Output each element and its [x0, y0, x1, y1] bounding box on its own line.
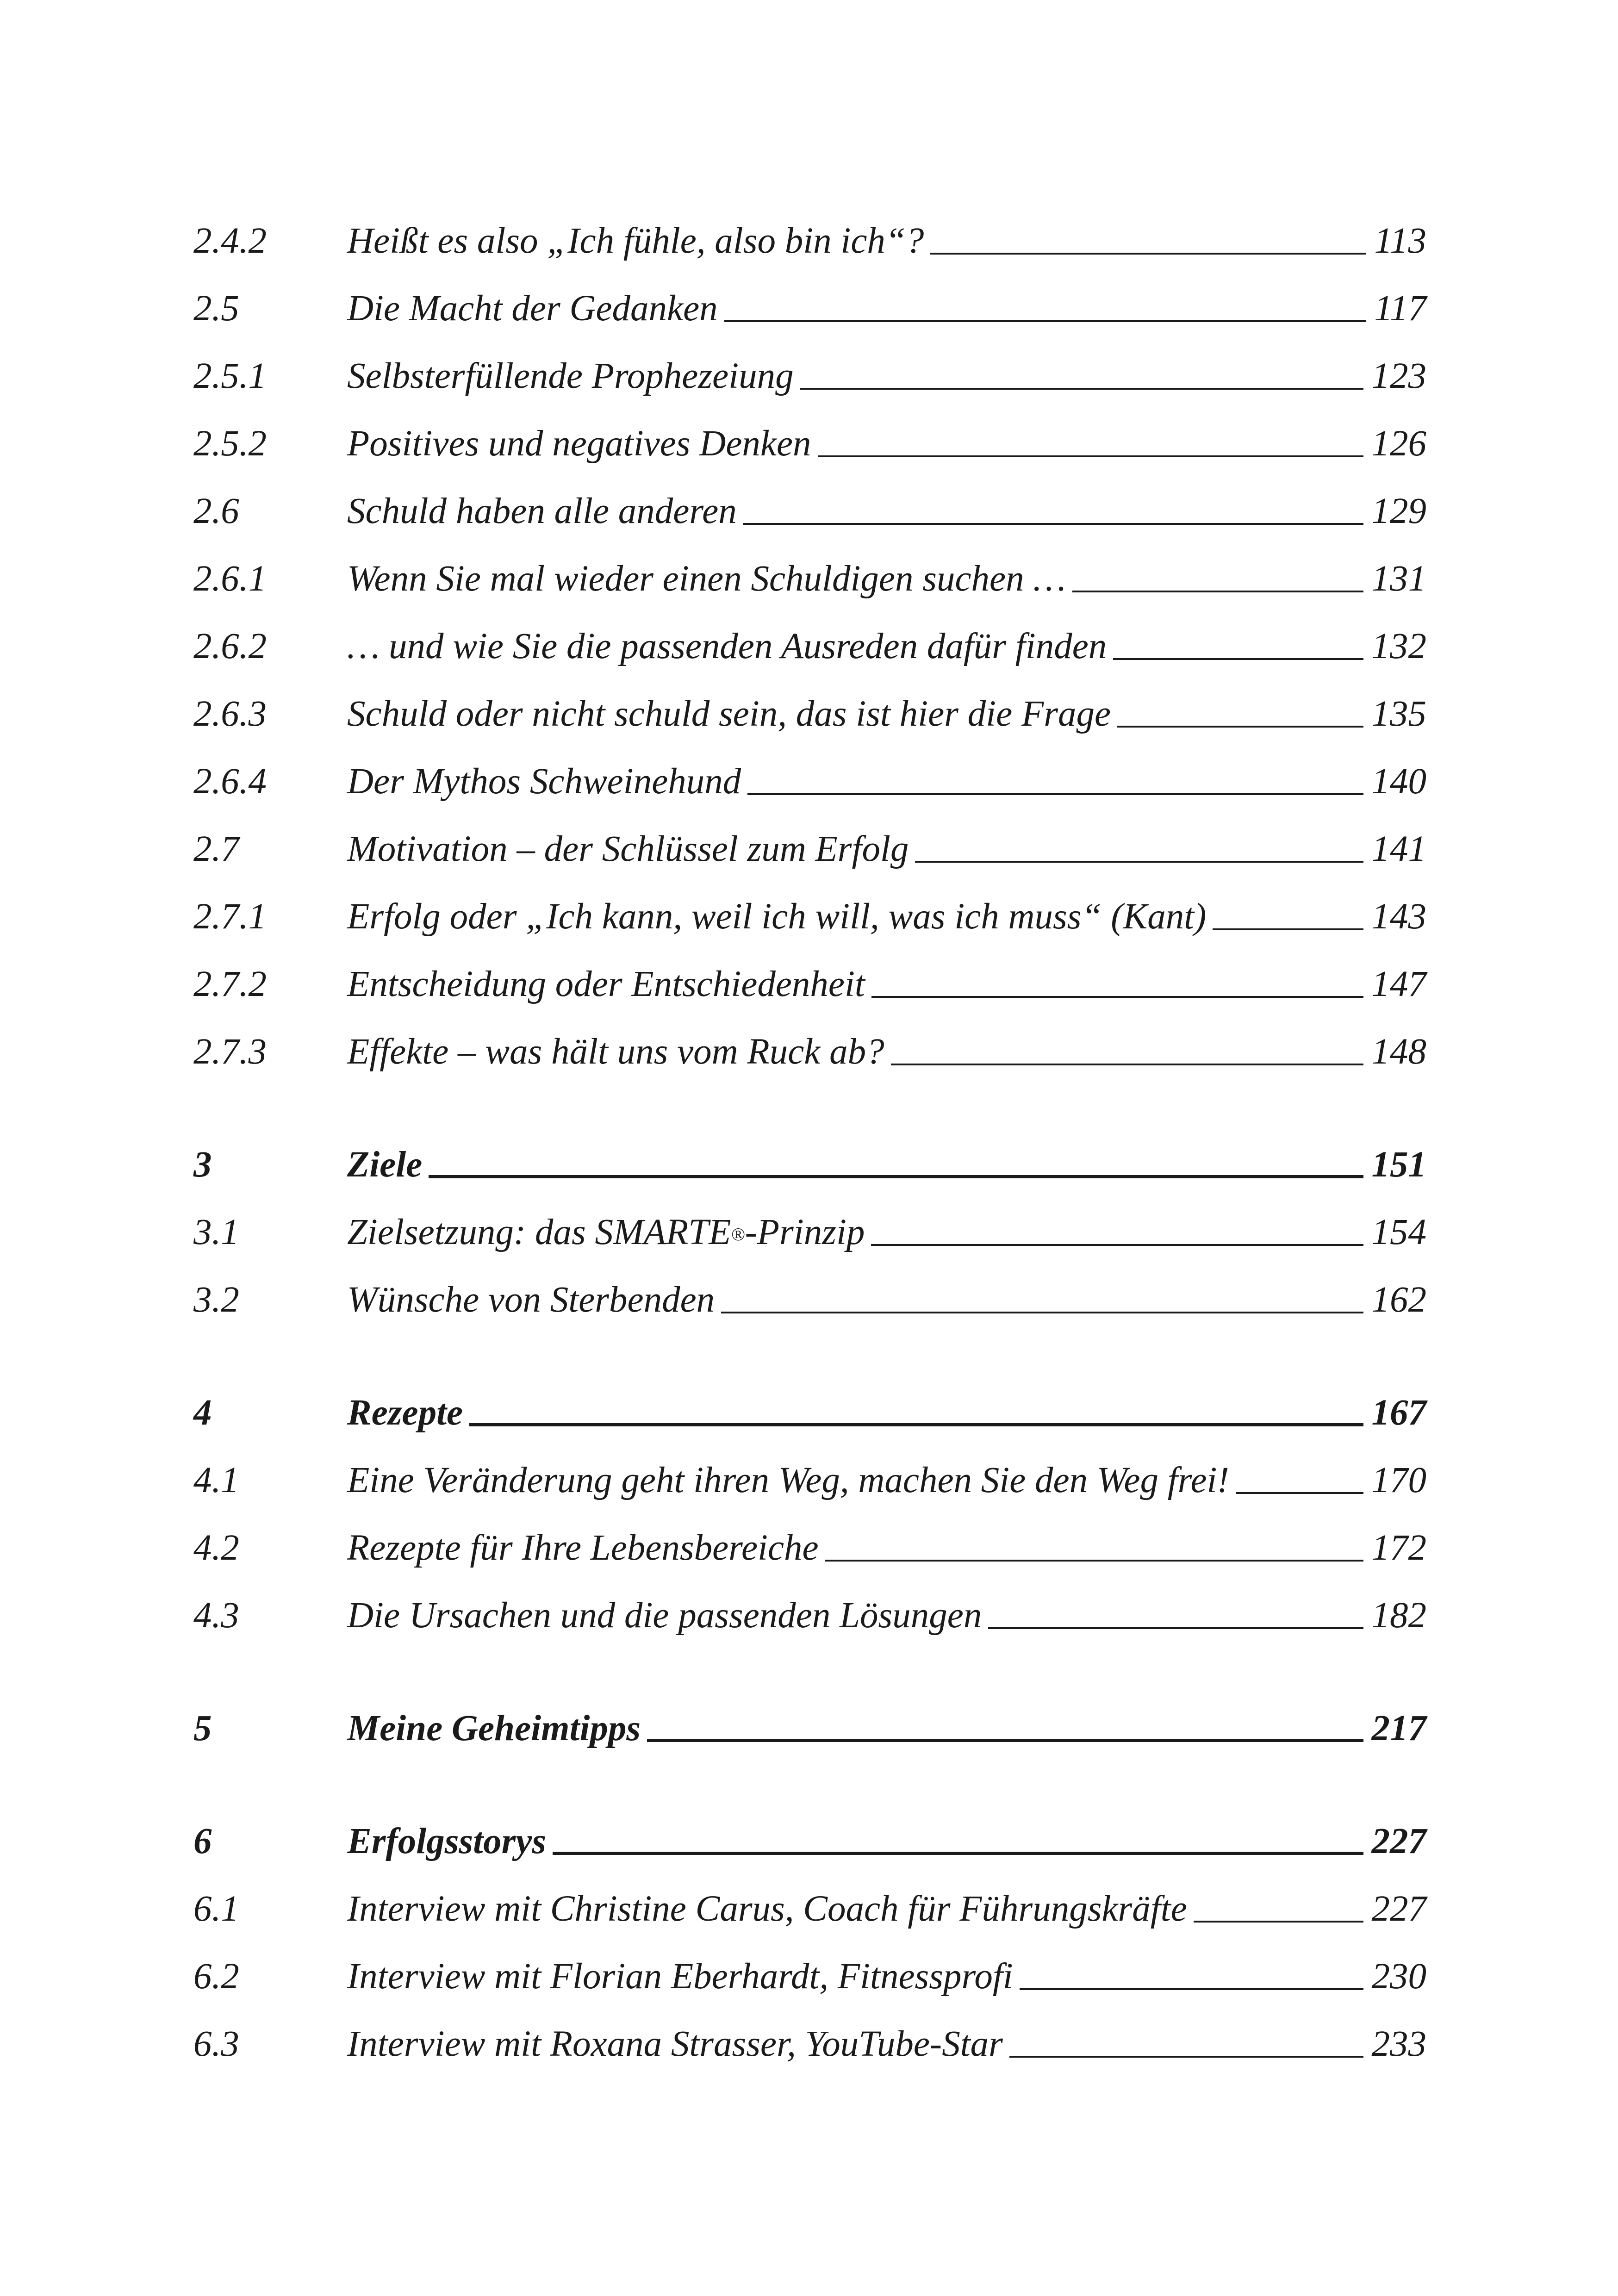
entry-title [347, 1199, 871, 1266]
entry-title: Der Mythos Schweinehund [347, 761, 741, 802]
chapter-number: 4 [193, 1393, 212, 1433]
chapter-page: 227 [1371, 1821, 1426, 1861]
entry-title: Entscheidung oder Entschiedenheit [347, 964, 865, 1004]
chapter-title: Erfolgsstorys [347, 1821, 547, 1861]
leader-line [1236, 1492, 1363, 1494]
entry-number: 2.5 [193, 288, 239, 329]
toc-entry [193, 2010, 1426, 2078]
entry-number: 2.7.2 [193, 964, 267, 1004]
toc-chapter-entry [193, 1808, 1426, 1875]
entry-page: 135 [1371, 694, 1426, 734]
chapter-title: Rezepte [347, 1393, 463, 1433]
leader-line [429, 1175, 1363, 1178]
leader-line [721, 1312, 1363, 1313]
entry-number: 4.2 [193, 1528, 239, 1568]
entry-page: 143 [1371, 896, 1426, 937]
leader-line [825, 1560, 1363, 1562]
chapter-page: 217 [1371, 1708, 1426, 1748]
entry-number: 2.6 [193, 491, 239, 531]
entry-number: 2.7.3 [193, 1032, 267, 1072]
entry-title: Motivation – der Schlüssel zum Erfolg [347, 829, 909, 869]
entry-page: 148 [1371, 1032, 1426, 1072]
leader-line [1194, 1921, 1363, 1923]
chapter-number: 6 [193, 1821, 212, 1861]
entry-page: 230 [1371, 1956, 1426, 1997]
toc-group-chapter-5 [193, 1695, 1426, 1762]
entry-title-text: Zielsetzung: das SMARTE [347, 1212, 731, 1252]
toc-entry [193, 883, 1426, 951]
leader-line [800, 388, 1363, 390]
toc-entry [193, 410, 1426, 478]
entry-number: 2.7.1 [193, 896, 267, 937]
entry-number: 3.1 [193, 1212, 239, 1252]
entry-title: Die Macht der Gedanken [347, 288, 718, 329]
entry-title: Interview mit Christine Carus, Coach für Führungskräfte [347, 1889, 1187, 1929]
entry-number: 2.5.2 [193, 423, 267, 464]
leader-line [1020, 1988, 1363, 1990]
entry-number: 3.2 [193, 1280, 239, 1320]
toc-entry [193, 1447, 1426, 1514]
leader-line [915, 861, 1363, 863]
leader-line [724, 320, 1366, 322]
entry-number: 2.7 [193, 829, 239, 869]
toc-chapter-entry [193, 1379, 1426, 1447]
entry-page: 170 [1371, 1460, 1426, 1500]
leader-line [743, 523, 1363, 525]
table-of-contents [193, 207, 1426, 2078]
entry-page: 113 [1374, 221, 1426, 261]
entry-page: 131 [1371, 559, 1426, 599]
entry-title: Effekte – was hält uns vom Ruck ab? [347, 1032, 884, 1072]
toc-entry [193, 1875, 1426, 1943]
entry-title: Interview mit Roxana Strasser, YouTube-Star [347, 2024, 1003, 2064]
toc-entry [193, 275, 1426, 342]
leader-line [747, 793, 1363, 795]
toc-group-chapter-6 [193, 1808, 1426, 2078]
entry-page: 117 [1374, 288, 1426, 329]
toc-entry [193, 207, 1426, 275]
leader-line [818, 455, 1363, 457]
entry-title: Die Ursachen und die passenden Lösungen [347, 1595, 982, 1636]
leader-line [1009, 2056, 1363, 2058]
entry-title-suffix: -Prinzip [745, 1212, 865, 1252]
toc-chapter-entry [193, 1131, 1426, 1199]
toc-entry [193, 748, 1426, 815]
leader-line [930, 253, 1366, 255]
toc-entry [193, 342, 1426, 410]
chapter-title: Ziele [347, 1145, 423, 1185]
entry-page: 140 [1371, 761, 1426, 802]
chapter-number: 5 [193, 1708, 212, 1748]
entry-title: Eine Veränderung geht ihren Weg, machen Sie den Weg frei! [347, 1460, 1229, 1500]
entry-page: 129 [1371, 491, 1426, 531]
entry-title: Schuld oder nicht schuld sein, das ist hier die Frage [347, 694, 1111, 734]
leader-line [1072, 591, 1363, 592]
toc-entry [193, 1266, 1426, 1334]
entry-number: 6.1 [193, 1889, 239, 1929]
entry-number: 4.3 [193, 1595, 239, 1636]
registered-mark: ® [731, 1224, 745, 1245]
entry-title: Interview mit Florian Eberhardt, Fitnessprofi [347, 1956, 1013, 1997]
toc-chapter-entry [193, 1695, 1426, 1762]
entry-page: 141 [1371, 829, 1426, 869]
leader-line [871, 996, 1363, 998]
toc-entry [193, 951, 1426, 1018]
entry-number: 6.3 [193, 2024, 239, 2064]
toc-entry [193, 1018, 1426, 1086]
entry-number: 6.2 [193, 1956, 239, 1997]
toc-entry [193, 613, 1426, 680]
leader-line [553, 1852, 1363, 1855]
entry-title: Erfolg oder „Ich kann, weil ich will, was ich muss“ (Kant) [347, 896, 1207, 937]
chapter-number: 3 [193, 1145, 212, 1185]
leader-line [469, 1423, 1363, 1426]
leader-line [871, 1244, 1363, 1246]
entry-title: Wünsche von Sterbenden [347, 1280, 715, 1320]
entry-title: Wenn Sie mal wieder einen Schuldigen suchen … [347, 559, 1066, 599]
entry-title: Heißt es also „Ich fühle, also bin ich“? [347, 221, 924, 261]
entry-title: Selbsterfüllende Prophezeiung [347, 356, 794, 396]
chapter-page: 151 [1371, 1145, 1426, 1185]
toc-entry [193, 815, 1426, 883]
toc-entry [193, 1199, 1426, 1266]
entry-number: 2.6.3 [193, 694, 267, 734]
toc-entry [193, 1582, 1426, 1649]
entry-title: Schuld haben alle anderen [347, 491, 737, 531]
toc-group-chapter-2 [193, 207, 1426, 1086]
leader-line [1113, 658, 1363, 660]
entry-page: 227 [1371, 1889, 1426, 1929]
toc-group-chapter-3 [193, 1131, 1426, 1334]
toc-entry [193, 1514, 1426, 1582]
entry-number: 4.1 [193, 1460, 239, 1500]
entry-number: 2.6.2 [193, 626, 267, 666]
leader-line [647, 1739, 1363, 1742]
entry-number: 2.4.2 [193, 221, 267, 261]
chapter-page: 167 [1371, 1393, 1426, 1433]
entry-number: 2.6.4 [193, 761, 267, 802]
entry-page: 182 [1371, 1595, 1426, 1636]
toc-group-chapter-4 [193, 1379, 1426, 1649]
toc-entry [193, 545, 1426, 613]
entry-title: Positives und negatives Denken [347, 423, 811, 464]
entry-page: 126 [1371, 423, 1426, 464]
entry-number: 2.6.1 [193, 559, 267, 599]
leader-line [1213, 928, 1363, 930]
chapter-title: Meine Geheimtipps [347, 1708, 641, 1748]
entry-page: 233 [1371, 2024, 1426, 2064]
toc-entry [193, 478, 1426, 545]
entry-page: 132 [1371, 626, 1426, 666]
entry-page: 123 [1371, 356, 1426, 396]
entry-page: 162 [1371, 1280, 1426, 1320]
entry-page: 147 [1371, 964, 1426, 1004]
entry-title: … und wie Sie die passenden Ausreden dafür finden [347, 626, 1107, 666]
entry-title: Rezepte für Ihre Lebensbereiche [347, 1528, 819, 1568]
toc-entry [193, 1943, 1426, 2010]
leader-line [1117, 726, 1363, 728]
leader-line [891, 1064, 1363, 1065]
entry-number: 2.5.1 [193, 356, 267, 396]
entry-page: 172 [1371, 1528, 1426, 1568]
entry-page: 154 [1371, 1212, 1426, 1252]
toc-entry [193, 680, 1426, 748]
leader-line [988, 1627, 1363, 1629]
